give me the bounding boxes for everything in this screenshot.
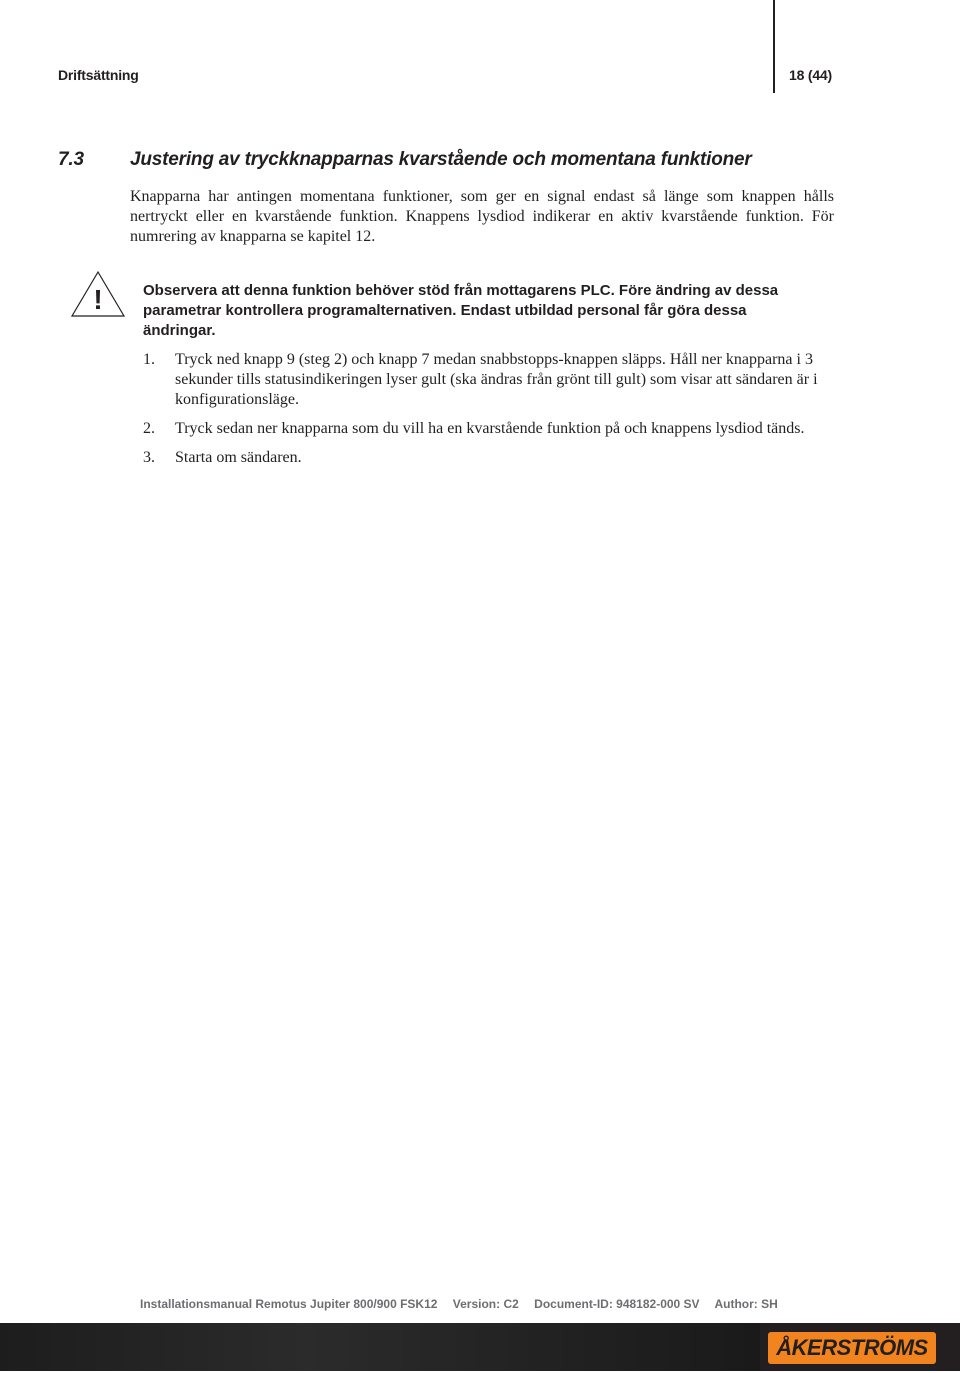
warning-triangle-icon: [70, 270, 126, 318]
footer-band: [0, 1323, 960, 1371]
brand-logo: [768, 1332, 936, 1364]
section-number: 7.3: [58, 149, 84, 170]
step-text: Tryck ned knapp 9 (steg 2) och knapp 7 medan snabbstopps-knappen släpps. Håll ner knapparna i 3 sekunder tills statusindikeringen lyser gult (ska ändras från grönt till gult) som visar att sändaren är i konfigurationsläge.: [175, 351, 818, 408]
footer-document-id: Document-ID: 948182-000 SV: [534, 1297, 700, 1311]
warning-symbol: !: [93, 284, 103, 315]
list-item: [143, 448, 823, 468]
running-title: Driftsättning: [58, 67, 139, 83]
brand-logo-text: ÅKERSTRÖMS: [776, 1335, 928, 1360]
step-number: 2.: [143, 420, 155, 437]
warning-text: Observera att denna funktion behöver stöd från mottagarens PLC. Före ändring av dessa parametrar kontrollera programalternativen. Endast utbildad personal får göra dessa ändringar.: [143, 282, 779, 339]
step-number: 1.: [143, 351, 155, 368]
step-number: 3.: [143, 449, 155, 466]
footer-version: Version: C2: [452, 1297, 519, 1311]
steps-list: [143, 350, 823, 477]
footer-manual: Installationsmanual Remotus Jupiter 800/900 FSK12: [140, 1297, 438, 1311]
step-text: Starta om sändaren.: [175, 449, 302, 466]
section-title: Justering av tryckknapparnas kvarstående och momentana funktioner: [130, 149, 752, 170]
list-item: [143, 419, 823, 439]
header-divider: [773, 0, 775, 93]
list-item: [143, 350, 823, 410]
intro-paragraph: Knapparna har antingen momentana funktioner, som ger en signal endast så länge som knappen hålls nertryckt eller en kvarstående funktion. Knappens lysdiod indikerar en aktiv kvarstående funktion. För numrering av knapparna se kapitel 12.: [130, 188, 834, 245]
step-text: Tryck sedan ner knapparna som du vill ha en kvarstående funktion på och knappens lysdiod tänds.: [175, 420, 805, 437]
footer-band-texture: [0, 1323, 760, 1371]
footer-info: [140, 1297, 790, 1311]
page-number: 18 (44): [789, 67, 832, 83]
footer-author: Author: SH: [714, 1297, 778, 1311]
